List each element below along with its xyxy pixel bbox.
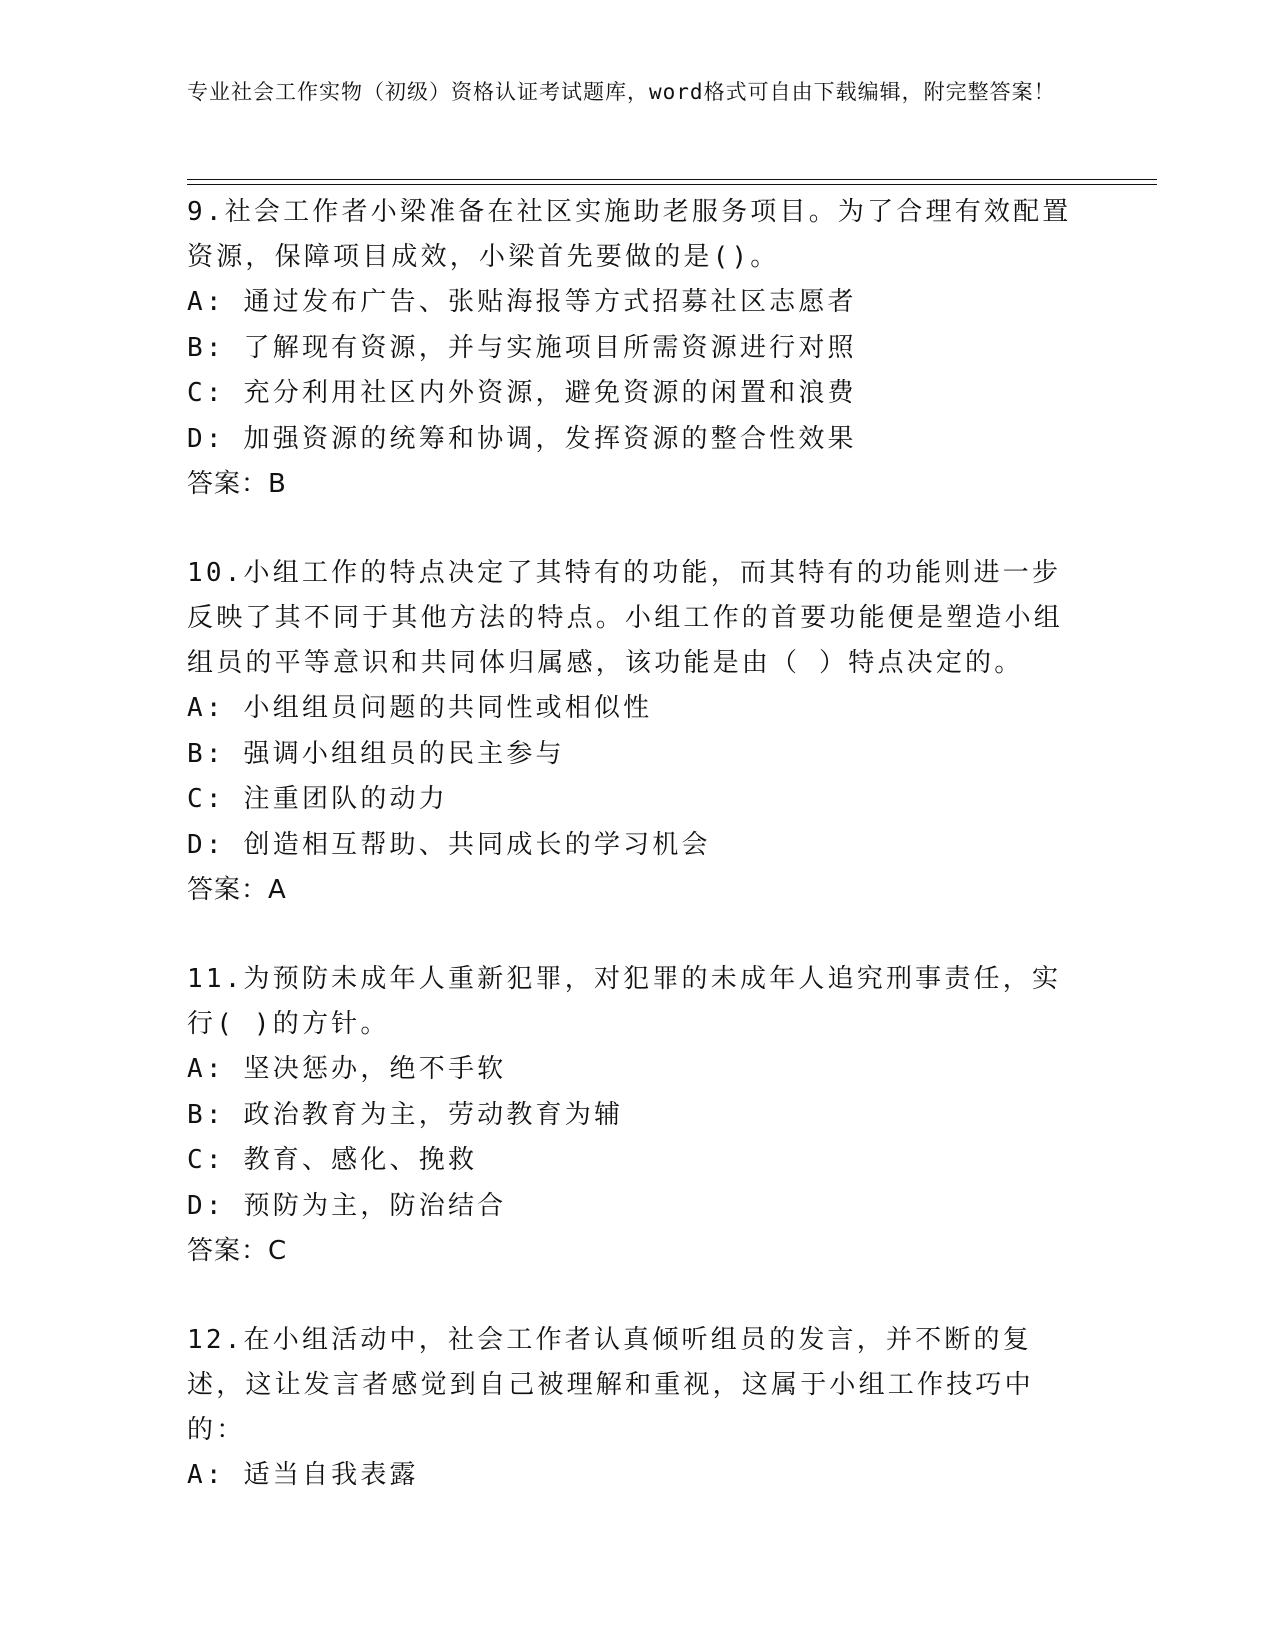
- option-b: B: 强调小组组员的民主参与: [187, 738, 565, 769]
- option-a: A: 通过发布广告、张贴海报等方式招募社区志愿者: [187, 287, 857, 317]
- answer: 答案：C: [187, 1236, 288, 1266]
- option-d: D: 创造相互帮助、共同成长的学习机会: [187, 829, 711, 860]
- question-list: [187, 190, 1087, 1543]
- question-9: [187, 190, 1087, 507]
- option-c: C: 教育、感化、挽救: [187, 1145, 478, 1175]
- question-text: 12.在小组活动中，社会工作者认真倾听组员的发言，并不断的复述，这让发言者感觉到自己被理解和重视，这属于小组工作技巧中的：: [187, 1325, 1034, 1445]
- option-d: D: 预防为主，防治结合: [187, 1190, 507, 1221]
- question-text: 10.小组工作的特点决定了其特有的功能，而其特有的功能则进一步反映了其不同于其他方法的特点。小组工作的首要功能便是塑造小组组员的平等意识和共同体归属感，该功能是由（ ）特点决定的。: [187, 558, 1064, 678]
- question-12: [187, 1318, 1087, 1499]
- question-text: 9.社会工作者小梁准备在社区实施助老服务项目。为了合理有效配置资源，保障项目成效，小梁首先要做的是()。: [187, 197, 1072, 272]
- option-a: A: 小组组员问题的共同性或相似性: [187, 693, 653, 723]
- question-11: [187, 957, 1087, 1274]
- option-b: B: 了解现有资源，并与实施项目所需资源进行对照: [187, 332, 857, 363]
- question-10: [187, 551, 1087, 913]
- header-divider-bottom: [187, 184, 1157, 185]
- option-a: A: 适当自我表露: [187, 1460, 419, 1490]
- header-divider-top: [187, 179, 1157, 180]
- option-b: B: 政治教育为主，劳动教育为辅: [187, 1099, 624, 1130]
- answer: 答案：B: [187, 469, 287, 499]
- document-header: 专业社会工作实物（初级）资格认证考试题库，word格式可自由下载编辑，附完整答案！: [187, 80, 1056, 104]
- question-text: 11.为预防未成年人重新犯罪，对犯罪的未成年人追究刑事责任，实行( )的方针。: [187, 964, 1062, 1039]
- option-a: A: 坚决惩办，绝不手软: [187, 1054, 507, 1084]
- option-d: D: 加强资源的统筹和协调，发挥资源的整合性效果: [187, 423, 857, 454]
- option-c: C: 注重团队的动力: [187, 784, 448, 814]
- option-c: C: 充分利用社区内外资源，避免资源的闲置和浪费: [187, 378, 857, 408]
- answer: 答案：A: [187, 875, 287, 905]
